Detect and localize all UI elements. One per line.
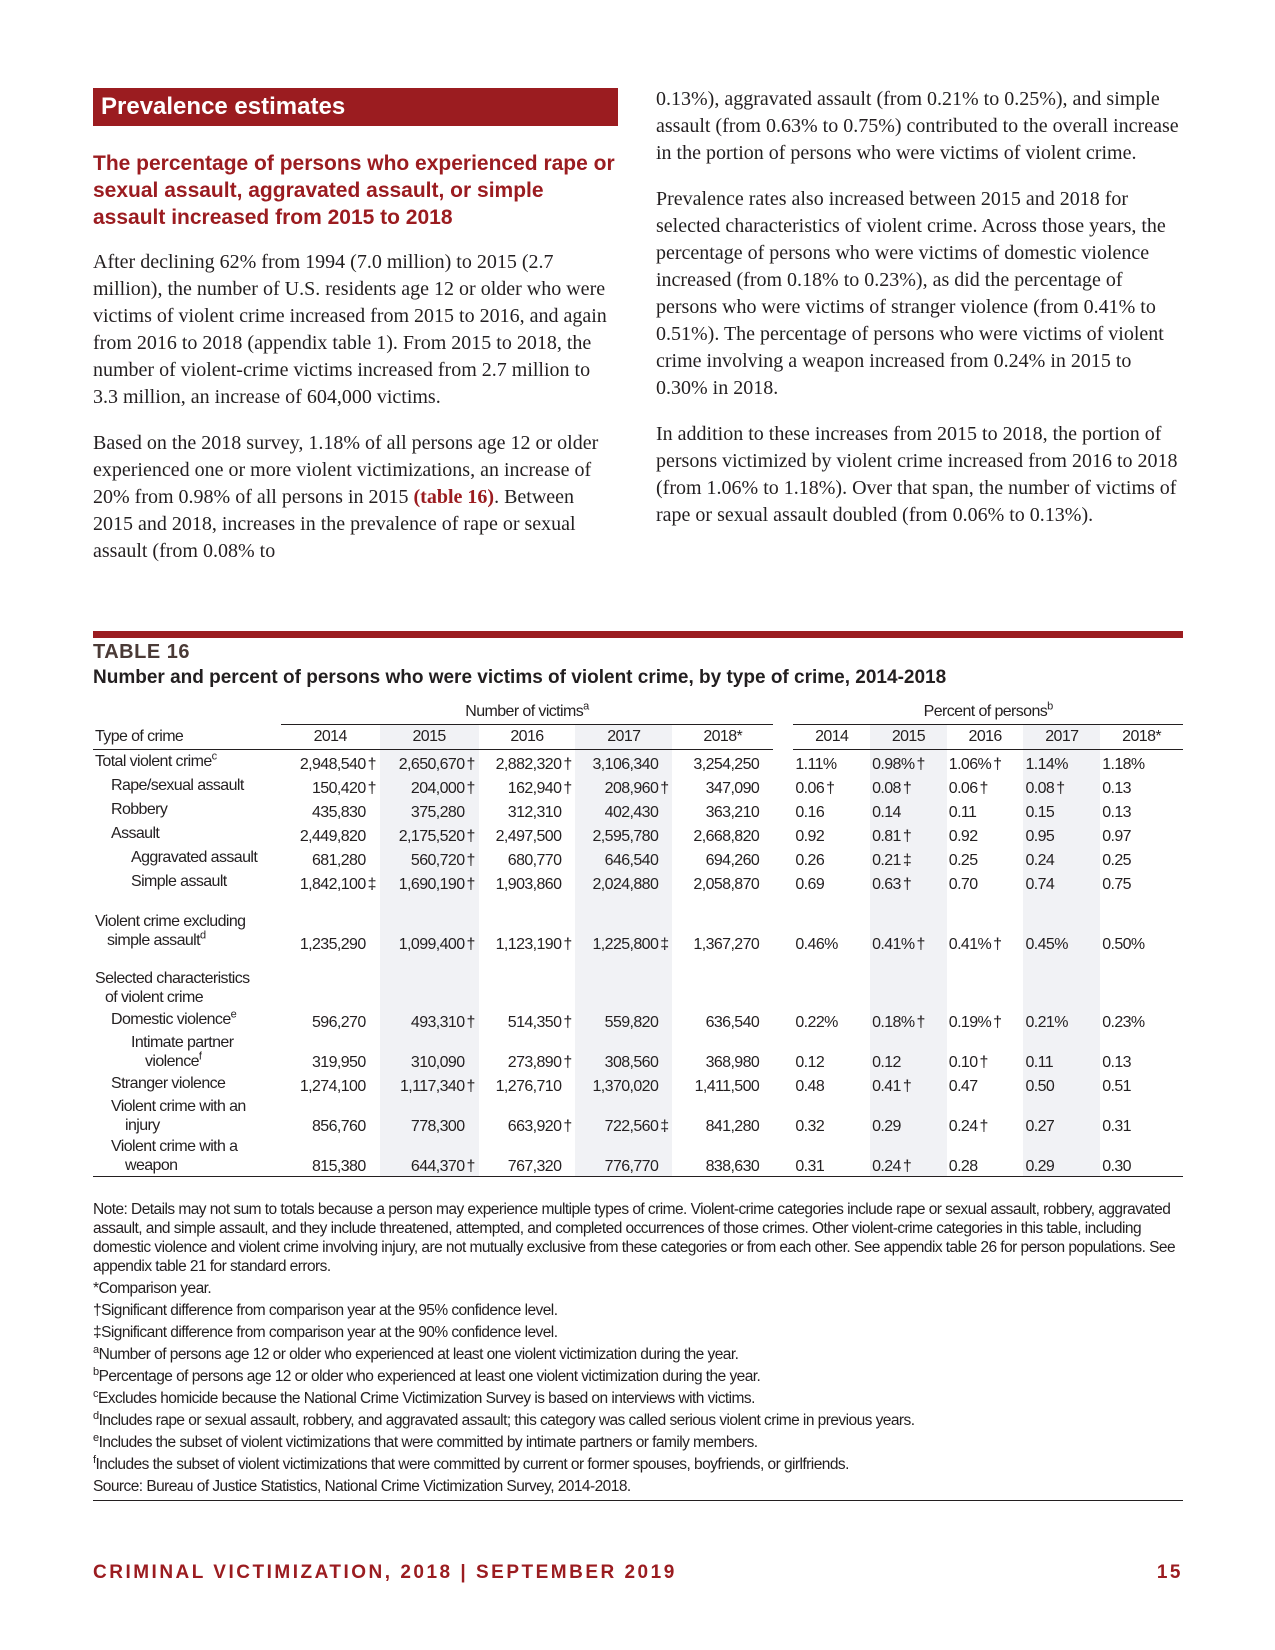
footnote-a: $^a$Number of persons age 12 or older who experienced at least one violent victimization during the year.: [93, 1343, 739, 1363]
row-label: Violent crime excluding simple assault$^d$: [95, 913, 246, 949]
table-cell: 1,099,400 †: [380, 908, 479, 954]
table-cell: 1,411,500: [694, 1078, 760, 1095]
table-cell: 0.11: [948, 804, 977, 821]
table-row: [93, 1096, 1183, 1136]
section-title: Prevalence estimates: [93, 88, 618, 126]
table-row: [93, 798, 1183, 822]
table-cell: 0.06 †: [948, 780, 988, 797]
table-cell: 0.63 †: [870, 870, 947, 894]
table-cell: 0.08 †: [870, 774, 947, 798]
table-cell: 0.18% †: [870, 1008, 947, 1032]
table-cell: 363,210: [705, 804, 760, 821]
table-cell: 1,274,100: [299, 1078, 366, 1095]
table-cell: 0.11: [1023, 1032, 1100, 1072]
table-cell: 0.50%: [1102, 936, 1145, 953]
row-label: Rape/sexual assault: [111, 777, 244, 794]
table-cell: 0.26: [795, 852, 825, 869]
table-title: Number and percent of persons who were victims of violent crime, by type of crime, 2014-2018: [93, 667, 947, 688]
table-row: [93, 1032, 1183, 1072]
table-cell: 0.51: [1102, 1078, 1131, 1095]
table-cell: 308,560: [575, 1032, 672, 1072]
year-header-row: Type of crime 2014 2015 2016 2017 2018* 2014 2015 2016 2017 2018*: [93, 725, 1183, 750]
spacer-row: [93, 954, 1183, 968]
table-cell: 0.98% †: [870, 750, 947, 775]
table-cell: 838,630: [672, 1136, 773, 1177]
table-cell: 2,497,500: [495, 828, 562, 845]
table-cell: 815,380: [281, 1136, 380, 1177]
table-row: [93, 774, 1183, 798]
data-table: [93, 700, 1183, 1177]
row-label: Robbery: [111, 801, 168, 818]
table-cell: 722,560 ‡: [575, 1096, 672, 1136]
table-cell: 1,123,190 †: [495, 936, 572, 953]
table-cell: 0.16: [795, 804, 825, 821]
note: Note: Details may not sum to totals because a person may experience multiple types of crime. Violent-crime categories include rape or sexual assault, robbery, aggravated assault, and simple assault, and they include threatened, attempted, and completed occurrences of those crimes. Other violent-crime categories in this table, including domestic violence and violent crime involving injury, are not mutually exclusive from these categories or from each other. See appendix table 26 for person populations. See appendix table 21 for standard errors.: [93, 1201, 1176, 1275]
table-cell: 1,370,020: [575, 1072, 672, 1096]
row-label: Aggravated assault: [131, 849, 258, 866]
table-cell: [793, 968, 870, 1008]
table-cell: 1.06% †: [948, 756, 1002, 773]
table-cell: 0.14: [870, 798, 947, 822]
table-cell: [1100, 968, 1183, 1008]
table-cell: 0.48: [795, 1078, 825, 1095]
left-column: [93, 88, 618, 584]
table-cell: 0.28: [947, 1136, 1024, 1177]
row-label: Violent crime with an injury: [111, 1098, 246, 1134]
group-header-row: [93, 700, 1183, 725]
table-cell: 402,430: [575, 798, 672, 822]
row-label: Selected characteristics of violent crime: [95, 970, 250, 1006]
table-cell: 0.92: [948, 828, 978, 845]
table-cell: 312,310: [507, 804, 562, 821]
table-cell: 767,320: [479, 1136, 576, 1177]
table-cell: 0.74: [1023, 870, 1100, 894]
table-cell: 0.47: [948, 1078, 978, 1095]
table-cell: 0.69: [795, 876, 825, 893]
table-cell: 2,449,820: [299, 828, 366, 845]
table-cell: 0.41% †: [870, 908, 947, 954]
table-cell: 0.27: [1023, 1096, 1100, 1136]
table-cell: 0.15: [1023, 798, 1100, 822]
table-cell: 0.46%: [795, 936, 838, 953]
table-cell: 2,882,320 †: [495, 756, 572, 773]
table-cell: 310,090: [380, 1032, 479, 1072]
table-cell: 0.32: [795, 1118, 825, 1135]
footnote-b: $^b$Percentage of persons age 12 or older who experienced at least one violent victimization during the year.: [93, 1365, 761, 1385]
table-cell: 0.24: [1023, 846, 1100, 870]
footnote-c: $^c$Excludes homicide because the National Crime Victimization Survey is based on interviews with victims.: [93, 1387, 755, 1407]
table-cell: 0.06 †: [795, 780, 835, 797]
table-cell: 0.45%: [1023, 908, 1100, 954]
footnote-dagger: †Significant difference from comparison year at the 95% confidence level.: [93, 1302, 558, 1319]
table-row: [93, 1136, 1183, 1177]
footnote-double-dagger: ‡Significant difference from comparison year at the 90% confidence level.: [93, 1324, 558, 1341]
table-cell: 2,024,880: [575, 870, 672, 894]
table-row: [93, 822, 1183, 846]
table-cell: 3,106,340: [575, 750, 672, 775]
paragraph: After declining 62% from 1994 (7.0 million) to 2015 (2.7 million), the number of U.S. residents age 12 or older who were victims of violent crime increased from 2015 to 2016, and again from 2016 to 2018 (appendix table 1). From 2015 to 2018, the number of violent-crime victims increased from 2.7 million to 3.3 million, an increase of 604,000 victims.: [93, 251, 607, 408]
table-cell: 636,540: [705, 1014, 760, 1031]
footnote-star: *Comparison year.: [93, 1280, 212, 1297]
table-cell: 0.13: [1102, 780, 1131, 797]
table-row: [93, 968, 1183, 1008]
table-cell: 1.11%: [795, 756, 837, 773]
table-cell: 1,117,340 †: [380, 1072, 479, 1096]
table-cell: 0.29: [870, 1096, 947, 1136]
table-cell: 0.50: [1023, 1072, 1100, 1096]
table-cell: 559,820: [575, 1008, 672, 1032]
table-cell: 0.29: [1023, 1136, 1100, 1177]
row-label: Domestic violence$^e$: [111, 1008, 237, 1028]
table-cell: 0.70: [948, 876, 978, 893]
footnote-f: $^f$Includes the subset of violent victimizations that were committed by current or former spouses, boyfriends, or girlfriends.: [93, 1453, 849, 1473]
table-cell: 778,300: [380, 1096, 479, 1136]
table-cell: 0.08 †: [1023, 774, 1100, 798]
row-label: Assault: [111, 825, 160, 842]
table-cell: 681,280: [311, 852, 366, 869]
table-cell: 0.31: [1102, 1118, 1131, 1135]
table-cell: 2,175,520 †: [380, 822, 479, 846]
group-number-header: Number of victims$^a$: [281, 700, 773, 725]
table-row: [93, 1072, 1183, 1096]
table-cell: 0.75: [1102, 876, 1131, 893]
table-cell: 2,595,780: [575, 822, 672, 846]
table-cell: [870, 968, 947, 1008]
paragraph: Based on the 2018 survey, 1.18% of all persons age 12 or older experienced one or more violent victimizations, an increase of 20% from 0.98% of all persons in 2015 (table 16). Between 2015 and 2018, increases in the prevalence of rape or sexual assault (from 0.08% to: [93, 432, 599, 562]
table-cell: [672, 968, 773, 1008]
table-cell: 0.95: [1023, 822, 1100, 846]
paragraph: In addition to these increases from 2015 to 2018, the portion of persons victimized by violent crime increased from 2016 to 2018 (from 1.06% to 1.18%). Over that span, the number of victims of rape or sexual assault doubled (from 0.06% to 0.13%).: [656, 423, 1178, 526]
table-label: TABLE 16: [93, 641, 190, 663]
table-cell: 680,770: [507, 852, 562, 869]
table-cell: 663,920 †: [507, 1118, 572, 1135]
table-cell: 0.12: [870, 1032, 947, 1072]
table-cell: 841,280: [705, 1118, 760, 1135]
row-label: Stranger violence: [111, 1075, 226, 1092]
row-label: Simple assault: [131, 873, 227, 890]
table-cell: 646,540: [575, 846, 672, 870]
table-cell: 347,090: [705, 780, 760, 797]
table-cell: 319,950: [311, 1054, 366, 1071]
table-cell: 0.25: [1102, 852, 1131, 869]
table-16-link[interactable]: (table 16): [413, 486, 495, 508]
page-number: 15: [1156, 1562, 1183, 1583]
table-cell: [575, 968, 672, 1008]
table-cell: 435,830: [311, 804, 366, 821]
group-percent-header: Percent of persons$^b$: [793, 700, 1183, 725]
table-notes: [93, 1200, 1183, 1504]
table-cell: 560,720 †: [380, 846, 479, 870]
table-cell: 1,367,270: [693, 936, 760, 953]
footnote-e: $^e$Includes the subset of violent victimizations that were committed by intimate partners or family members.: [93, 1431, 758, 1451]
table-cell: 1,842,100 ‡: [299, 876, 376, 893]
table-row: [93, 908, 1183, 954]
table-row: [93, 870, 1183, 894]
table-cell: 0.10 †: [948, 1054, 988, 1071]
table-cell: 0.41 †: [870, 1072, 947, 1096]
right-column: [656, 88, 1181, 548]
paragraph: 0.13%), aggravated assault (from 0.21% to 0.25%), and simple assault (from 0.63% to 0.75%) contributed to the overall increase in the portion of persons who were victims of violent crime.: [656, 88, 1179, 164]
paragraph: Prevalence rates also increased between 2015 and 2018 for selected characteristics of violent crime. Across those years, the percentage of persons who were victims of domestic violence increased (from 0.18% to 0.23%), as did the percentage of persons who were victims of stranger violence (from 0.41% to 0.51%). The percentage of persons who were victims of violent crime involving a weapon increased from 0.24% in 2015 to 0.30% in 2018.: [656, 188, 1166, 399]
table-cell: 1,225,800 ‡: [575, 908, 672, 954]
table-cell: 776,770: [575, 1136, 672, 1177]
row-label: Total violent crime$^c$: [95, 750, 217, 770]
table-cell: [947, 968, 1024, 1008]
table-cell: 0.41% †: [948, 936, 1002, 953]
table-cell: 208,960 †: [575, 774, 672, 798]
table-cell: 0.31: [793, 1136, 870, 1177]
table-cell: [380, 968, 479, 1008]
footnote-d: $^d$Includes rape or sexual assault, robbery, and aggravated assault; this category was called serious violent crime in previous years.: [93, 1409, 915, 1429]
footer-title: CRIMINAL VICTIMIZATION, 2018 | SEPTEMBER 2019: [93, 1562, 677, 1583]
table-cell: 0.25: [948, 852, 978, 869]
table-cell: 0.12: [795, 1054, 825, 1071]
table-cell: 2,668,820: [693, 828, 760, 845]
table-cell: 2,058,870: [693, 876, 760, 893]
table-cell: 375,280: [380, 798, 479, 822]
table-cell: 2,650,670 †: [380, 750, 479, 775]
row-label: Violent crime with a weapon: [93, 1136, 281, 1177]
page-footer: [93, 1562, 1183, 1584]
table-row: [93, 750, 1183, 775]
table-cell: 0.19% †: [948, 1014, 1002, 1031]
table-cell: 856,760: [311, 1118, 366, 1135]
table-cell: 1,690,190 †: [380, 870, 479, 894]
spacer-row: [93, 894, 1183, 908]
table-cell: 273,890 †: [507, 1054, 572, 1071]
table-cell: 0.97: [1102, 828, 1131, 845]
table-cell: 0.24 †: [870, 1136, 947, 1177]
table-top-rule: [93, 631, 1183, 638]
table-row: [93, 1008, 1183, 1032]
table-cell: 0.13: [1102, 1054, 1131, 1071]
table-cell: 514,350 †: [507, 1014, 572, 1031]
source-line: Source: Bureau of Justice Statistics, National Crime Victimization Survey, 2014-2018.: [93, 1477, 1183, 1501]
table-cell: 368,980: [705, 1054, 760, 1071]
table-cell: 3,254,250: [693, 756, 760, 773]
table-row: [93, 846, 1183, 870]
table-cell: 0.13: [1102, 804, 1131, 821]
table-cell: 0.21 ‡: [870, 846, 947, 870]
table-cell: 0.92: [795, 828, 825, 845]
row-label: Intimate partner violence$^f$: [131, 1034, 234, 1070]
table-cell: 0.23%: [1102, 1014, 1145, 1031]
table-cell: 1,235,290: [299, 936, 366, 953]
table-cell: 204,000 †: [380, 774, 479, 798]
table-cell: 644,370 †: [380, 1136, 479, 1177]
table-cell: 493,310 †: [380, 1008, 479, 1032]
subheading: The percentage of persons who experienced rape or sexual assault, aggravated assault, or simple assault increased from 2015 to 2018: [93, 152, 615, 229]
table-cell: [1023, 968, 1100, 1008]
table-cell: 2,948,540 †: [299, 756, 376, 773]
table-cell: 150,420 †: [311, 780, 376, 797]
table-cell: 1.14%: [1023, 750, 1100, 775]
table-cell: 0.30: [1100, 1136, 1183, 1177]
table-cell: 1,903,860: [495, 876, 562, 893]
type-header: Type of crime: [93, 725, 281, 750]
table-cell: 1.18%: [1102, 756, 1145, 773]
table-cell: 596,270: [311, 1014, 366, 1031]
table-cell: 694,260: [705, 852, 760, 869]
table-cell: 1,276,710: [495, 1078, 562, 1095]
table-cell: 0.22%: [795, 1014, 838, 1031]
table-cell: 0.81 †: [870, 822, 947, 846]
table-cell: 0.21%: [1023, 1008, 1100, 1032]
table-cell: [479, 968, 576, 1008]
table-cell: 0.24 †: [948, 1118, 988, 1135]
table-cell: 162,940 †: [507, 780, 572, 797]
table-cell: [281, 968, 380, 1008]
